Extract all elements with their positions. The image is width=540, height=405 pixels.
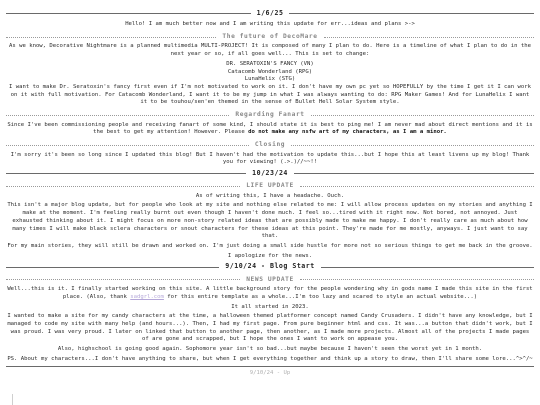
news-text: Well...this is it. I finally started working on this site. A little background story for the people wondering why in gods name I made this site in the first place. (Also, thank	[7, 286, 533, 300]
dotted-divider	[6, 115, 229, 116]
section-text	[6, 286, 534, 301]
section-text: PS. About my characters...I don't have anything to share, but when I get everything together and think up a story to draw, then I'll share some lore...^>^/~	[7, 355, 533, 362]
project-item: DR. SERATOXIN'S FANCY (VN)	[226, 60, 314, 67]
section-header	[6, 276, 534, 285]
section-text: It all started in 2023.	[231, 303, 309, 310]
section-text: As of writing this, I have a headache. Ouch.	[195, 192, 345, 199]
section-text: I want to make Dr. Seratoxin's fancy first even if I'm not motivated to work on it. I don't have my own pc yet so HOPEFULLY by the time I get it I can work on it with full motivation. For Catacomb Wonderland, I want it to be my jump in what I was always wanting to do: RPG Maker Games! And for LunaHelix I want it to be touhou/sen'en themed in the sense of Bullet Hell Solar System style.	[9, 83, 531, 106]
dotted-divider	[6, 186, 240, 187]
entry-date: 9/10/24 - Blog Start	[225, 262, 315, 271]
fanart-warning: do not make any nsfw art of my characters, as I am a minor.	[248, 129, 447, 136]
section-text: I'm sorry it's been so long since I updated this blog! But I haven't had the motivation to update this...but I hope this at least livens up my blog! Thank you for viewing! (.>.)//~~!!	[10, 151, 530, 166]
entry-date: 10/23/24	[252, 169, 288, 178]
dotted-divider	[324, 37, 534, 38]
divider-line	[6, 173, 246, 174]
divider-line	[294, 173, 534, 174]
fanart-text: Since I've been commissioning people and receiving fanart of some kind, I should state it is best to ping me! I am never mad about direct mentions and it is the best to get my attention! However. Please	[7, 121, 533, 136]
section-header	[6, 111, 534, 120]
left-border-line	[12, 394, 13, 405]
section-text: This isn't a major blog update, but for people who look at my site and nothing else related to me: I will allow process updates on my stories and anything I make at the moment. I'm feeling really burnt out even though I haven't done much. I feel so...tired with it right now. Not bored, not annoyed. Just exhausted thinking about it. I might focus on more non-story related ideas that are possibly made to make me happy. I don't really care as much about how many times I will make black sclera characters or snout characters for these ideas at this point. They're made for me mostly, anyways. I just want to say that.	[7, 202, 533, 240]
divider-line	[289, 13, 534, 14]
dotted-divider	[311, 115, 534, 116]
template-credit-link[interactable]: sadgrl.com	[130, 293, 164, 300]
section-header	[6, 141, 534, 150]
divider-line	[321, 267, 534, 268]
divider-line	[6, 13, 251, 14]
dotted-divider	[6, 145, 249, 146]
dotted-divider	[6, 279, 240, 280]
dotted-divider	[291, 145, 534, 146]
section-header	[6, 182, 534, 191]
section-text: I apologize for the news.	[227, 252, 313, 259]
blog-page	[6, 0, 534, 377]
section-title: Regarding Fanart	[235, 111, 305, 119]
section-header	[6, 33, 534, 42]
entry-date-header	[6, 169, 534, 178]
section-text: For my main stories, they will still be drawn and worked on. I'm just doing a small side hustle for more not so serious things to get me back in the groove.	[7, 243, 533, 250]
dotted-divider	[300, 279, 534, 280]
dotted-divider	[300, 186, 534, 187]
section-text	[6, 122, 534, 137]
entry-intro: Hello! I am much better now and I am writing this update for err...ideas and plans >->	[125, 21, 415, 28]
footer-date: 9/10/24 - Up	[249, 369, 291, 376]
project-list	[6, 61, 534, 84]
dotted-divider	[6, 37, 216, 38]
project-item: LunaHelix (STG)	[244, 76, 296, 83]
section-title: LIFE UPDATE	[246, 182, 294, 190]
section-text: Also, highschool is going good again. Sophomore year isn't so bad...but maybe because I haven't seen the worst yet in 1 month.	[57, 346, 483, 353]
section-title: Closing	[254, 141, 286, 149]
divider-line	[6, 366, 534, 367]
divider-line	[6, 267, 219, 268]
entry-date-header	[6, 262, 534, 271]
entry-date: 1/6/25	[256, 9, 284, 17]
section-title: The future of DecoMare	[222, 32, 318, 40]
section-text: As we know, Decorative Nightmare is a planned multimedia MULTI-PROJECT! It is composed of many I plan to do. Here is a timeline of what I plan to do in the next year or so, if all goes well... This is set to change:	[9, 43, 531, 58]
news-text: for this entire template as a whole...I'm too lazy and scared to style an actual website...)	[167, 293, 478, 300]
entry-date-header	[6, 9, 534, 18]
section-text: I wanted to make a site for my candy characters at the time, a halloween themed platformer concept named Candy Crusaders. I didn't have any knowledge, but I managed to code my site with many help (and hours...). Then, I had my first page. From pure beginner html and css. It was...a button that didn't work, but I was proud. I was very proud. I later on linked that button to another page, then another, as I made more projects. Almost all of the projects I made pages of are gone and scrapped, but I hope the ones I want to work on appease you.	[7, 313, 533, 343]
section-title: NEWS UPDATE	[246, 275, 294, 283]
project-item: Catacomb Wonderland (RPG)	[227, 68, 313, 75]
